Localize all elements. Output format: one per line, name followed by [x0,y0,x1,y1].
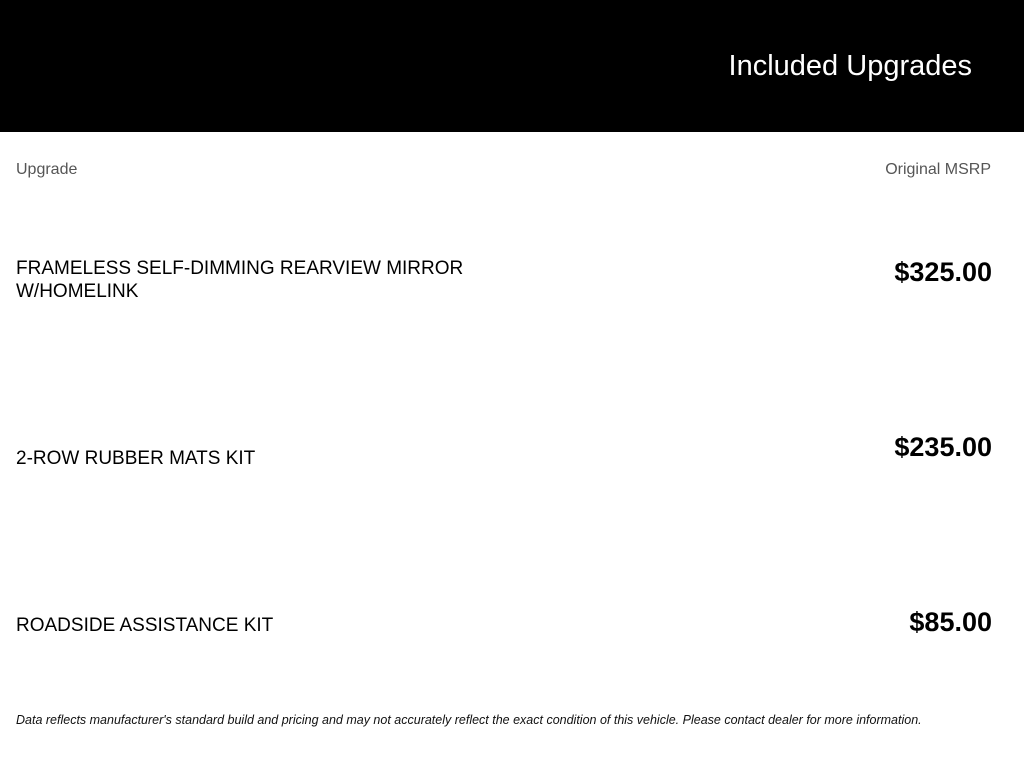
upgrade-name: 2-ROW RUBBER MATS KIT [16,448,256,469]
header-bar [0,0,1024,132]
page-title: Included Upgrades [728,50,972,82]
upgrade-name: ROADSIDE ASSISTANCE KIT [16,615,274,636]
column-header-original-msrp: Original MSRP [885,161,991,178]
disclaimer-text: Data reflects manufacturer's standard build and pricing and may not accurately reflect the exact condition of this vehicle. Please contact dealer for more information. [16,713,922,727]
upgrade-price: $85.00 [909,607,992,637]
upgrade-price: $235.00 [894,432,992,462]
upgrade-name: FRAMELESS SELF-DIMMING REARVIEW MIRROR W/HOMELINK [16,258,464,302]
upgrade-price: $325.00 [894,257,992,287]
column-header-upgrade: Upgrade [16,161,78,178]
